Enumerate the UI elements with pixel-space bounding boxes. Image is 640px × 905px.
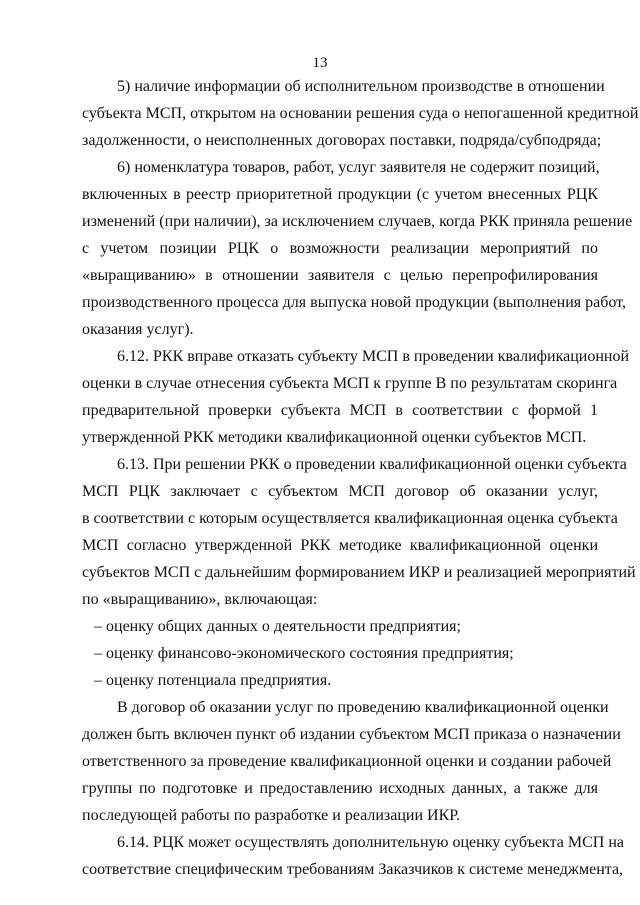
text-line: включенных в реестр приоритетной продукции (с учетом внесенных РЦК — [82, 186, 598, 203]
text-line: оценки в случае отнесения субъекта МСП к группе В по результатам скоринга — [82, 375, 618, 392]
text-line: субъекта МСП, открытом на основании решения суда о непогашенной кредитной — [82, 105, 639, 122]
text-line: задолженности, о неисполненных договорах поставки, подряда/субподряда; — [82, 132, 602, 149]
text-line: субъектов МСП с дальнейшим формированием ИКР и реализацией мероприятий — [82, 564, 636, 581]
text-line: соответствие специфическим требованиям Заказчиков к системе менеджмента, — [82, 861, 624, 878]
list-item: – оценку финансово-экономического состояния предприятия; — [94, 645, 514, 662]
list-item: – оценку потенциала предприятия. — [94, 672, 332, 689]
text-line: по «выращиванию», включающая: — [82, 591, 318, 608]
text-line: группы по подготовке и предоставлению исходных данных, а также для — [82, 780, 598, 797]
text-line: в соответствии с которым осуществляется квалификационная оценка субъекта — [82, 510, 618, 527]
text-line: В договор об оказании услуг по проведению квалификационной оценки — [117, 699, 609, 716]
list-item: – оценку общих данных о деятельности предприятия; — [94, 618, 461, 635]
page-number: 13 — [312, 55, 328, 71]
text-line: 6.14. РЦК может осуществлять дополнительную оценку субъекта МСП на — [117, 834, 624, 851]
text-line: изменений (при наличии), за исключением случаев, когда РКК приняла решение — [82, 213, 633, 230]
text-line: с учетом позиции РЦК о возможности реализации мероприятий по — [82, 240, 598, 257]
text-line: утвержденной РКК методики квалификационной оценки субъектов МСП. — [82, 429, 587, 446]
text-line: оказания услуг). — [82, 321, 194, 338]
text-line: предварительной проверки субъекта МСП в соответствии с формой 1 — [82, 402, 598, 419]
text-line: ответственного за проведение квалификационной оценки и создании рабочей — [82, 753, 612, 770]
text-line: «выращиванию» в отношении заявителя с целью перепрофилирования — [82, 267, 598, 284]
text-line: МСП РЦК заключает с субъектом МСП договор об оказании услуг, — [82, 483, 598, 500]
text-line: должен быть включен пункт об издании субъектом МСП приказа о назначении — [82, 726, 621, 743]
text-line: МСП согласно утвержденной РКК методике квалификационной оценки — [82, 537, 598, 554]
text-line: 6.12. РКК вправе отказать субъекту МСП в проведении квалификационной — [117, 348, 630, 365]
text-line: производственного процесса для выпуска новой продукции (выполнения работ, — [82, 294, 626, 311]
text-line: 6) номенклатура товаров, работ, услуг заявителя не содержит позиций, — [117, 159, 600, 176]
text-line: 6.13. При решении РКК о проведении квалификационной оценки субъекта — [117, 456, 627, 473]
text-line: 5) наличие информации об исполнительном производстве в отношении — [117, 78, 605, 95]
text-line: последующей работы по разработке и реализации ИКР. — [82, 807, 461, 824]
